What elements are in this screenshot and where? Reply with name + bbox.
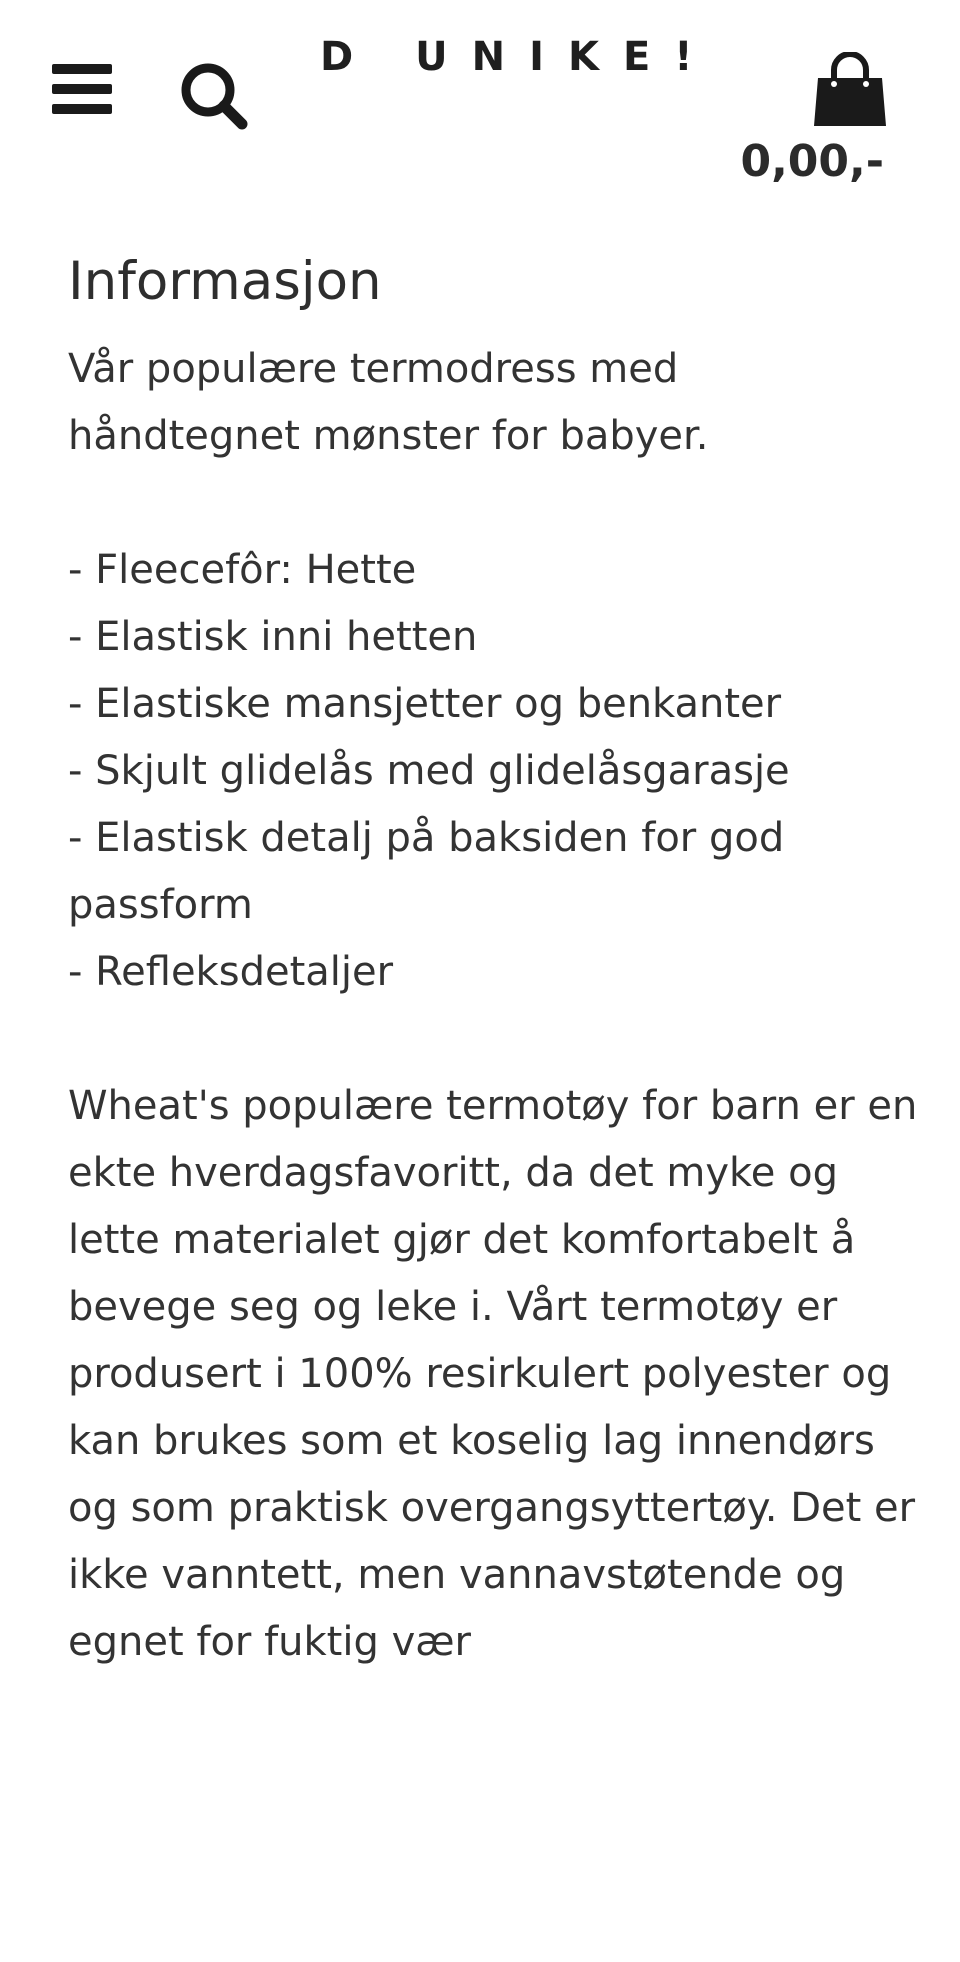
hamburger-menu-icon — [48, 60, 116, 118]
feature-item: - Refleksdetaljer — [68, 949, 394, 995]
site-header — [0, 0, 960, 200]
feature-item: - Elastisk detalj på baksiden for god passform — [68, 815, 785, 928]
search-button[interactable] — [178, 60, 250, 132]
product-intro: Vår populære termodress med håndtegnet mønster for babyer. — [68, 346, 709, 459]
feature-item: - Elastiske mansjetter og benkanter — [68, 681, 782, 727]
feature-item: - Skjult glidelås med glidelåsgarasje — [68, 748, 790, 794]
feature-item: - Elastisk inni hetten — [68, 614, 478, 660]
feature-item: - Fleecefôr: Hette — [68, 547, 417, 593]
menu-button[interactable] — [48, 60, 116, 118]
section-title: Informasjon — [68, 251, 382, 312]
cart-total: 0,00,- — [740, 136, 884, 187]
feature-list — [68, 537, 918, 1006]
product-information — [68, 240, 918, 1930]
spacer — [68, 470, 918, 537]
site-logo[interactable]: D UNIKE! — [320, 34, 717, 80]
product-description: Wheat's populære termotøy for barn er en ekte hverdagsfavoritt, da det myke og lette materialet gjør det komfortabelt å bevege seg og leke i. Vårt termotøy er produsert i 100% resirkulert polyester og kan brukes som et koselig lag innendørs og som praktisk overgangsyttertøy. Det er ikke vanntett, men vannavstøtende og egnet for fuktig vær — [68, 1083, 918, 1665]
spacer — [68, 1006, 918, 1073]
search-icon — [178, 60, 250, 132]
cart-button[interactable] — [810, 52, 890, 130]
shopping-bag-icon — [810, 52, 890, 130]
